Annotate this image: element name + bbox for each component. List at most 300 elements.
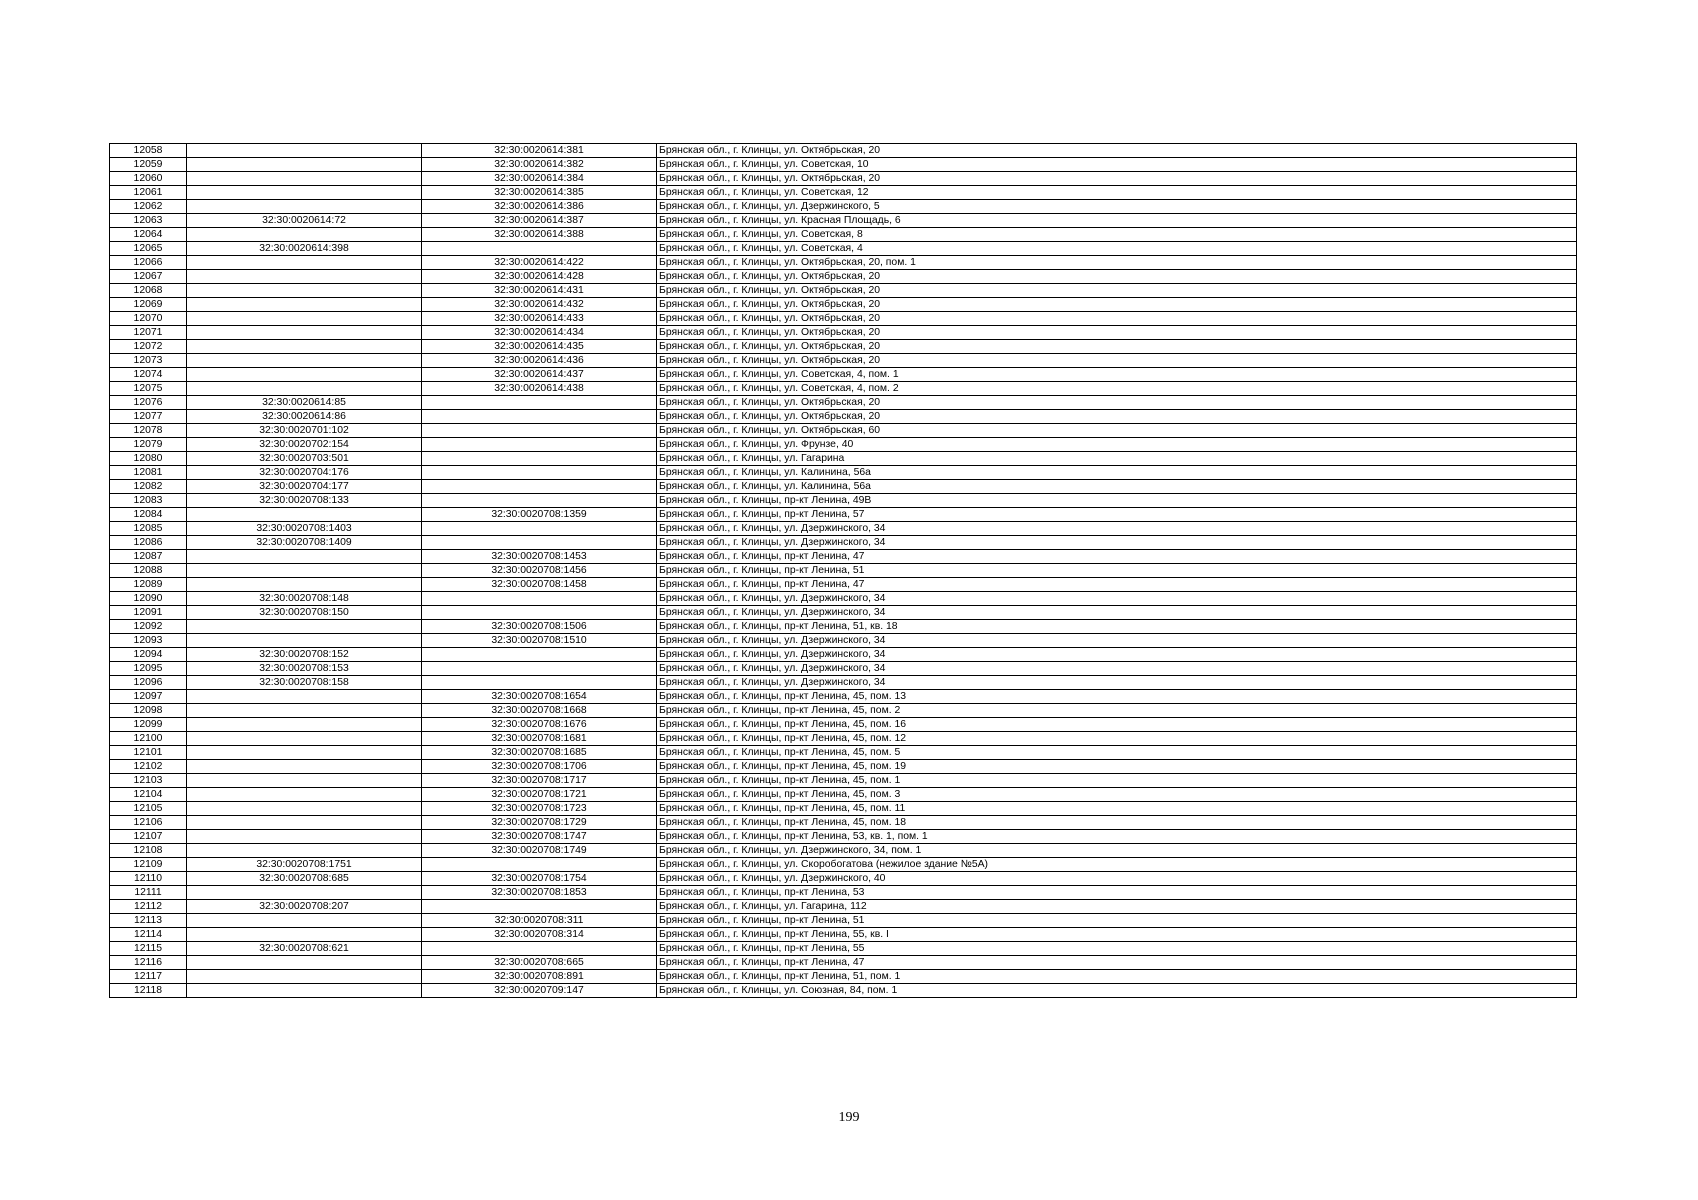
table-row xyxy=(110,592,1577,606)
row-number-cell: 12110 xyxy=(110,872,187,886)
cadastral-number-cell: 32:30:0020614:438 xyxy=(422,382,657,396)
parent-cadastral-cell: 32:30:0020708:150 xyxy=(187,606,422,620)
row-number-cell: 12108 xyxy=(110,844,187,858)
parent-cadastral-cell xyxy=(187,914,422,928)
table-row xyxy=(110,200,1577,214)
parent-cadastral-cell xyxy=(187,690,422,704)
row-number-cell: 12088 xyxy=(110,564,187,578)
cadastral-number-cell: 32:30:0020708:1456 xyxy=(422,564,657,578)
cadastral-number-cell: 32:30:0020614:382 xyxy=(422,158,657,172)
row-number-cell: 12064 xyxy=(110,228,187,242)
row-number-cell: 12072 xyxy=(110,340,187,354)
cadastral-number-cell: 32:30:0020708:1676 xyxy=(422,718,657,732)
parent-cadastral-cell xyxy=(187,746,422,760)
table-row xyxy=(110,326,1577,340)
cadastral-number-cell xyxy=(422,466,657,480)
parent-cadastral-cell xyxy=(187,732,422,746)
table-row xyxy=(110,214,1577,228)
cadastral-number-cell: 32:30:0020708:1654 xyxy=(422,690,657,704)
row-number-cell: 12080 xyxy=(110,452,187,466)
table-row xyxy=(110,242,1577,256)
row-number-cell: 12106 xyxy=(110,816,187,830)
table-row xyxy=(110,494,1577,508)
parent-cadastral-cell xyxy=(187,956,422,970)
address-cell: Брянская обл., г. Клинцы, ул. Советская, 4, пом. 1 xyxy=(657,368,1577,382)
address-cell: Брянская обл., г. Клинцы, пр-кт Ленина, 47 xyxy=(657,578,1577,592)
cadastral-number-cell: 32:30:0020708:665 xyxy=(422,956,657,970)
table-row xyxy=(110,564,1577,578)
parent-cadastral-cell: 32:30:0020704:177 xyxy=(187,480,422,494)
parent-cadastral-cell xyxy=(187,788,422,802)
cadastral-number-cell xyxy=(422,452,657,466)
row-number-cell: 12107 xyxy=(110,830,187,844)
row-number-cell: 12066 xyxy=(110,256,187,270)
row-number-cell: 12098 xyxy=(110,704,187,718)
parent-cadastral-cell xyxy=(187,368,422,382)
cadastral-number-cell: 32:30:0020708:1721 xyxy=(422,788,657,802)
address-cell: Брянская обл., г. Клинцы, пр-кт Ленина, 55 xyxy=(657,942,1577,956)
table-row xyxy=(110,900,1577,914)
cadastral-number-cell: 32:30:0020708:1510 xyxy=(422,634,657,648)
parent-cadastral-cell: 32:30:0020614:72 xyxy=(187,214,422,228)
cadastral-number-cell: 32:30:0020614:381 xyxy=(422,144,657,158)
row-number-cell: 12059 xyxy=(110,158,187,172)
parent-cadastral-cell: 32:30:0020708:207 xyxy=(187,900,422,914)
row-number-cell: 12076 xyxy=(110,396,187,410)
parent-cadastral-cell xyxy=(187,578,422,592)
cadastral-number-cell: 32:30:0020614:384 xyxy=(422,172,657,186)
parent-cadastral-cell: 32:30:0020708:152 xyxy=(187,648,422,662)
table-row xyxy=(110,774,1577,788)
table-row xyxy=(110,550,1577,564)
table-row xyxy=(110,480,1577,494)
row-number-cell: 12085 xyxy=(110,522,187,536)
row-number-cell: 12116 xyxy=(110,956,187,970)
table-row xyxy=(110,732,1577,746)
row-number-cell: 12095 xyxy=(110,662,187,676)
parent-cadastral-cell: 32:30:0020708:153 xyxy=(187,662,422,676)
cadastral-number-cell: 32:30:0020708:891 xyxy=(422,970,657,984)
table-row xyxy=(110,802,1577,816)
address-cell: Брянская обл., г. Клинцы, пр-кт Ленина, 53 xyxy=(657,886,1577,900)
row-number-cell: 12061 xyxy=(110,186,187,200)
address-cell: Брянская обл., г. Клинцы, ул. Союзная, 84, пом. 1 xyxy=(657,984,1577,998)
parent-cadastral-cell: 32:30:0020708:1409 xyxy=(187,536,422,550)
registry-table xyxy=(109,143,1577,998)
table-row xyxy=(110,956,1577,970)
cadastral-number-cell: 32:30:0020708:311 xyxy=(422,914,657,928)
row-number-cell: 12065 xyxy=(110,242,187,256)
cadastral-number-cell: 32:30:0020708:1458 xyxy=(422,578,657,592)
table-row xyxy=(110,914,1577,928)
parent-cadastral-cell xyxy=(187,620,422,634)
row-number-cell: 12073 xyxy=(110,354,187,368)
table-row xyxy=(110,662,1577,676)
table-row xyxy=(110,522,1577,536)
table-row xyxy=(110,886,1577,900)
cadastral-number-cell xyxy=(422,438,657,452)
address-cell: Брянская обл., г. Клинцы, ул. Дзержинского, 34 xyxy=(657,662,1577,676)
cadastral-number-cell: 32:30:0020708:1754 xyxy=(422,872,657,886)
address-cell: Брянская обл., г. Клинцы, ул. Октябрьская, 20 xyxy=(657,340,1577,354)
parent-cadastral-cell xyxy=(187,270,422,284)
table-row xyxy=(110,158,1577,172)
cadastral-number-cell: 32:30:0020709:147 xyxy=(422,984,657,998)
row-number-cell: 12069 xyxy=(110,298,187,312)
cadastral-number-cell: 32:30:0020708:314 xyxy=(422,928,657,942)
row-number-cell: 12100 xyxy=(110,732,187,746)
row-number-cell: 12063 xyxy=(110,214,187,228)
page-number: 199 xyxy=(838,1110,860,1125)
table-row xyxy=(110,788,1577,802)
address-cell: Брянская обл., г. Клинцы, ул. Калинина, 56а xyxy=(657,466,1577,480)
cadastral-number-cell xyxy=(422,900,657,914)
parent-cadastral-cell xyxy=(187,298,422,312)
parent-cadastral-cell: 32:30:0020708:1403 xyxy=(187,522,422,536)
address-cell: Брянская обл., г. Клинцы, пр-кт Ленина, 45, пом. 3 xyxy=(657,788,1577,802)
address-cell: Брянская обл., г. Клинцы, ул. Октябрьская, 20 xyxy=(657,354,1577,368)
row-number-cell: 12074 xyxy=(110,368,187,382)
row-number-cell: 12112 xyxy=(110,900,187,914)
table-row xyxy=(110,284,1577,298)
cadastral-number-cell: 32:30:0020614:386 xyxy=(422,200,657,214)
cadastral-number-cell: 32:30:0020614:437 xyxy=(422,368,657,382)
parent-cadastral-cell xyxy=(187,186,422,200)
table-row xyxy=(110,928,1577,942)
table-row xyxy=(110,382,1577,396)
parent-cadastral-cell: 32:30:0020708:158 xyxy=(187,676,422,690)
address-cell: Брянская обл., г. Клинцы, пр-кт Ленина, 45, пом. 11 xyxy=(657,802,1577,816)
address-cell: Брянская обл., г. Клинцы, ул. Дзержинского, 34, пом. 1 xyxy=(657,844,1577,858)
address-cell: Брянская обл., г. Клинцы, ул. Дзержинского, 40 xyxy=(657,872,1577,886)
address-cell: Брянская обл., г. Клинцы, ул. Октябрьская, 20 xyxy=(657,270,1577,284)
address-cell: Брянская обл., г. Клинцы, ул. Гагарина, 112 xyxy=(657,900,1577,914)
parent-cadastral-cell xyxy=(187,774,422,788)
address-cell: Брянская обл., г. Клинцы, пр-кт Ленина, 45, пом. 12 xyxy=(657,732,1577,746)
parent-cadastral-cell xyxy=(187,928,422,942)
address-cell: Брянская обл., г. Клинцы, пр-кт Ленина, 57 xyxy=(657,508,1577,522)
table-row xyxy=(110,704,1577,718)
cadastral-number-cell: 32:30:0020708:1717 xyxy=(422,774,657,788)
table-row xyxy=(110,760,1577,774)
cadastral-number-cell xyxy=(422,662,657,676)
table-row xyxy=(110,298,1577,312)
table-row xyxy=(110,620,1577,634)
row-number-cell: 12084 xyxy=(110,508,187,522)
row-number-cell: 12093 xyxy=(110,634,187,648)
cadastral-number-cell xyxy=(422,858,657,872)
table-row xyxy=(110,270,1577,284)
table-row xyxy=(110,144,1577,158)
address-cell: Брянская обл., г. Клинцы, пр-кт Ленина, 51, кв. 18 xyxy=(657,620,1577,634)
cadastral-number-cell xyxy=(422,942,657,956)
cadastral-number-cell: 32:30:0020614:435 xyxy=(422,340,657,354)
cadastral-number-cell xyxy=(422,494,657,508)
row-number-cell: 12099 xyxy=(110,718,187,732)
address-cell: Брянская обл., г. Клинцы, ул. Дзержинского, 34 xyxy=(657,634,1577,648)
parent-cadastral-cell xyxy=(187,340,422,354)
parent-cadastral-cell xyxy=(187,256,422,270)
parent-cadastral-cell xyxy=(187,228,422,242)
row-number-cell: 12109 xyxy=(110,858,187,872)
table-row xyxy=(110,256,1577,270)
row-number-cell: 12083 xyxy=(110,494,187,508)
parent-cadastral-cell: 32:30:0020704:176 xyxy=(187,466,422,480)
row-number-cell: 12104 xyxy=(110,788,187,802)
parent-cadastral-cell xyxy=(187,844,422,858)
address-cell: Брянская обл., г. Клинцы, ул. Октябрьская, 20 xyxy=(657,312,1577,326)
address-cell: Брянская обл., г. Клинцы, пр-кт Ленина, 47 xyxy=(657,956,1577,970)
row-number-cell: 12101 xyxy=(110,746,187,760)
address-cell: Брянская обл., г. Клинцы, ул. Октябрьская, 20 xyxy=(657,284,1577,298)
address-cell: Брянская обл., г. Клинцы, ул. Скоробогатова (нежилое здание №5А) xyxy=(657,858,1577,872)
parent-cadastral-cell: 32:30:0020708:621 xyxy=(187,942,422,956)
table-row xyxy=(110,970,1577,984)
parent-cadastral-cell xyxy=(187,550,422,564)
cadastral-number-cell: 32:30:0020708:1749 xyxy=(422,844,657,858)
row-number-cell: 12118 xyxy=(110,984,187,998)
address-cell: Брянская обл., г. Клинцы, ул. Дзержинского, 34 xyxy=(657,522,1577,536)
table-row xyxy=(110,438,1577,452)
address-cell: Брянская обл., г. Клинцы, пр-кт Ленина, 51 xyxy=(657,564,1577,578)
parent-cadastral-cell xyxy=(187,172,422,186)
address-cell: Брянская обл., г. Клинцы, ул. Дзержинского, 5 xyxy=(657,200,1577,214)
cadastral-number-cell: 32:30:0020614:385 xyxy=(422,186,657,200)
table-row xyxy=(110,508,1577,522)
table-row xyxy=(110,354,1577,368)
address-cell: Брянская обл., г. Клинцы, ул. Советская, 10 xyxy=(657,158,1577,172)
cadastral-number-cell: 32:30:0020614:388 xyxy=(422,228,657,242)
table-row xyxy=(110,368,1577,382)
cadastral-number-cell: 32:30:0020708:1668 xyxy=(422,704,657,718)
address-cell: Брянская обл., г. Клинцы, ул. Дзержинского, 34 xyxy=(657,592,1577,606)
parent-cadastral-cell xyxy=(187,326,422,340)
row-number-cell: 12090 xyxy=(110,592,187,606)
cadastral-number-cell: 32:30:0020708:1685 xyxy=(422,746,657,760)
row-number-cell: 12075 xyxy=(110,382,187,396)
table-row xyxy=(110,396,1577,410)
cadastral-number-cell: 32:30:0020708:1747 xyxy=(422,830,657,844)
row-number-cell: 12094 xyxy=(110,648,187,662)
row-number-cell: 12078 xyxy=(110,424,187,438)
cadastral-number-cell: 32:30:0020614:387 xyxy=(422,214,657,228)
cadastral-number-cell: 32:30:0020614:422 xyxy=(422,256,657,270)
table-row xyxy=(110,648,1577,662)
parent-cadastral-cell xyxy=(187,886,422,900)
parent-cadastral-cell xyxy=(187,718,422,732)
cadastral-number-cell xyxy=(422,536,657,550)
parent-cadastral-cell: 32:30:0020708:133 xyxy=(187,494,422,508)
table-row xyxy=(110,984,1577,998)
cadastral-number-cell: 32:30:0020708:1729 xyxy=(422,816,657,830)
row-number-cell: 12113 xyxy=(110,914,187,928)
parent-cadastral-cell: 32:30:0020614:85 xyxy=(187,396,422,410)
parent-cadastral-cell xyxy=(187,704,422,718)
row-number-cell: 12058 xyxy=(110,144,187,158)
parent-cadastral-cell xyxy=(187,970,422,984)
cadastral-number-cell xyxy=(422,410,657,424)
address-cell: Брянская обл., г. Клинцы, пр-кт Ленина, 45, пом. 2 xyxy=(657,704,1577,718)
parent-cadastral-cell xyxy=(187,354,422,368)
row-number-cell: 12086 xyxy=(110,536,187,550)
address-cell: Брянская обл., г. Клинцы, пр-кт Ленина, 45, пом. 18 xyxy=(657,816,1577,830)
cadastral-number-cell: 32:30:0020614:436 xyxy=(422,354,657,368)
cadastral-number-cell: 32:30:0020708:1359 xyxy=(422,508,657,522)
parent-cadastral-cell xyxy=(187,816,422,830)
address-cell: Брянская обл., г. Клинцы, ул. Дзержинского, 34 xyxy=(657,676,1577,690)
cadastral-number-cell: 32:30:0020614:434 xyxy=(422,326,657,340)
table-row xyxy=(110,816,1577,830)
parent-cadastral-cell xyxy=(187,760,422,774)
cadastral-number-cell: 32:30:0020708:1453 xyxy=(422,550,657,564)
cadastral-number-cell: 32:30:0020708:1706 xyxy=(422,760,657,774)
address-cell: Брянская обл., г. Клинцы, ул. Октябрьская, 20, пом. 1 xyxy=(657,256,1577,270)
address-cell: Брянская обл., г. Клинцы, пр-кт Ленина, 45, пом. 13 xyxy=(657,690,1577,704)
table-row xyxy=(110,858,1577,872)
address-cell: Брянская обл., г. Клинцы, ул. Октябрьская, 20 xyxy=(657,298,1577,312)
cadastral-number-cell xyxy=(422,648,657,662)
table-row xyxy=(110,872,1577,886)
row-number-cell: 12087 xyxy=(110,550,187,564)
parent-cadastral-cell xyxy=(187,158,422,172)
address-cell: Брянская обл., г. Клинцы, ул. Советская, 4, пом. 2 xyxy=(657,382,1577,396)
registry-table-body xyxy=(110,144,1577,998)
table-row xyxy=(110,578,1577,592)
address-cell: Брянская обл., г. Клинцы, ул. Октябрьская, 20 xyxy=(657,396,1577,410)
row-number-cell: 12096 xyxy=(110,676,187,690)
address-cell: Брянская обл., г. Клинцы, пр-кт Ленина, 53, кв. 1, пом. 1 xyxy=(657,830,1577,844)
parent-cadastral-cell: 32:30:0020708:1751 xyxy=(187,858,422,872)
address-cell: Брянская обл., г. Клинцы, ул. Октябрьская, 20 xyxy=(657,326,1577,340)
row-number-cell: 12081 xyxy=(110,466,187,480)
table-row xyxy=(110,634,1577,648)
row-number-cell: 12082 xyxy=(110,480,187,494)
row-number-cell: 12091 xyxy=(110,606,187,620)
row-number-cell: 12092 xyxy=(110,620,187,634)
parent-cadastral-cell xyxy=(187,984,422,998)
table-row xyxy=(110,942,1577,956)
address-cell: Брянская обл., г. Клинцы, ул. Октябрьская, 20 xyxy=(657,144,1577,158)
cadastral-number-cell: 32:30:0020614:432 xyxy=(422,298,657,312)
row-number-cell: 12068 xyxy=(110,284,187,298)
table-row xyxy=(110,424,1577,438)
address-cell: Брянская обл., г. Клинцы, пр-кт Ленина, 45, пом. 5 xyxy=(657,746,1577,760)
row-number-cell: 12105 xyxy=(110,802,187,816)
row-number-cell: 12067 xyxy=(110,270,187,284)
parent-cadastral-cell: 32:30:0020703:501 xyxy=(187,452,422,466)
row-number-cell: 12060 xyxy=(110,172,187,186)
parent-cadastral-cell: 32:30:0020614:398 xyxy=(187,242,422,256)
cadastral-number-cell: 32:30:0020614:431 xyxy=(422,284,657,298)
parent-cadastral-cell: 32:30:0020708:685 xyxy=(187,872,422,886)
row-number-cell: 12103 xyxy=(110,774,187,788)
row-number-cell: 12062 xyxy=(110,200,187,214)
address-cell: Брянская обл., г. Клинцы, пр-кт Ленина, 51 xyxy=(657,914,1577,928)
cadastral-number-cell xyxy=(422,522,657,536)
parent-cadastral-cell xyxy=(187,312,422,326)
table-row xyxy=(110,718,1577,732)
table-row xyxy=(110,844,1577,858)
address-cell: Брянская обл., г. Клинцы, ул. Октябрьская, 20 xyxy=(657,410,1577,424)
row-number-cell: 12070 xyxy=(110,312,187,326)
address-cell: Брянская обл., г. Клинцы, ул. Советская, 8 xyxy=(657,228,1577,242)
address-cell: Брянская обл., г. Клинцы, пр-кт Ленина, 49В xyxy=(657,494,1577,508)
parent-cadastral-cell: 32:30:0020708:148 xyxy=(187,592,422,606)
parent-cadastral-cell xyxy=(187,830,422,844)
table-row xyxy=(110,228,1577,242)
table-row xyxy=(110,606,1577,620)
table-row xyxy=(110,340,1577,354)
table-row xyxy=(110,410,1577,424)
cadastral-number-cell: 32:30:0020614:433 xyxy=(422,312,657,326)
parent-cadastral-cell xyxy=(187,802,422,816)
table-row xyxy=(110,690,1577,704)
parent-cadastral-cell xyxy=(187,144,422,158)
address-cell: Брянская обл., г. Клинцы, ул. Фрунзе, 40 xyxy=(657,438,1577,452)
address-cell: Брянская обл., г. Клинцы, ул. Дзержинского, 34 xyxy=(657,606,1577,620)
address-cell: Брянская обл., г. Клинцы, ул. Гагарина xyxy=(657,452,1577,466)
address-cell: Брянская обл., г. Клинцы, ул. Советская, 4 xyxy=(657,242,1577,256)
cadastral-number-cell: 32:30:0020708:1681 xyxy=(422,732,657,746)
row-number-cell: 12117 xyxy=(110,970,187,984)
parent-cadastral-cell xyxy=(187,564,422,578)
parent-cadastral-cell: 32:30:0020702:154 xyxy=(187,438,422,452)
address-cell: Брянская обл., г. Клинцы, пр-кт Ленина, 45, пом. 16 xyxy=(657,718,1577,732)
cadastral-number-cell: 32:30:0020708:1723 xyxy=(422,802,657,816)
cadastral-number-cell: 32:30:0020708:1853 xyxy=(422,886,657,900)
address-cell: Брянская обл., г. Клинцы, пр-кт Ленина, 47 xyxy=(657,550,1577,564)
address-cell: Брянская обл., г. Клинцы, ул. Калинина, 56а xyxy=(657,480,1577,494)
table-row xyxy=(110,466,1577,480)
row-number-cell: 12114 xyxy=(110,928,187,942)
address-cell: Брянская обл., г. Клинцы, пр-кт Ленина, 51, пом. 1 xyxy=(657,970,1577,984)
row-number-cell: 12077 xyxy=(110,410,187,424)
parent-cadastral-cell xyxy=(187,508,422,522)
parent-cadastral-cell xyxy=(187,284,422,298)
address-cell: Брянская обл., г. Клинцы, ул. Октябрьская, 60 xyxy=(657,424,1577,438)
table-row xyxy=(110,312,1577,326)
cadastral-number-cell xyxy=(422,606,657,620)
table-row xyxy=(110,676,1577,690)
address-cell: Брянская обл., г. Клинцы, ул. Дзержинского, 34 xyxy=(657,648,1577,662)
parent-cadastral-cell: 32:30:0020614:86 xyxy=(187,410,422,424)
parent-cadastral-cell xyxy=(187,200,422,214)
table-row xyxy=(110,452,1577,466)
cadastral-number-cell xyxy=(422,424,657,438)
address-cell: Брянская обл., г. Клинцы, пр-кт Ленина, 45, пом. 1 xyxy=(657,774,1577,788)
parent-cadastral-cell xyxy=(187,634,422,648)
address-cell: Брянская обл., г. Клинцы, ул. Дзержинского, 34 xyxy=(657,536,1577,550)
address-cell: Брянская обл., г. Клинцы, ул. Октябрьская, 20 xyxy=(657,172,1577,186)
cadastral-number-cell xyxy=(422,242,657,256)
row-number-cell: 12079 xyxy=(110,438,187,452)
table-row xyxy=(110,172,1577,186)
row-number-cell: 12111 xyxy=(110,886,187,900)
table-row xyxy=(110,746,1577,760)
address-cell: Брянская обл., г. Клинцы, ул. Красная Площадь, 6 xyxy=(657,214,1577,228)
cadastral-number-cell xyxy=(422,480,657,494)
row-number-cell: 12102 xyxy=(110,760,187,774)
table-row xyxy=(110,536,1577,550)
cadastral-number-cell: 32:30:0020614:428 xyxy=(422,270,657,284)
row-number-cell: 12089 xyxy=(110,578,187,592)
row-number-cell: 12071 xyxy=(110,326,187,340)
parent-cadastral-cell: 32:30:0020701:102 xyxy=(187,424,422,438)
address-cell: Брянская обл., г. Клинцы, ул. Советская, 12 xyxy=(657,186,1577,200)
address-cell: Брянская обл., г. Клинцы, пр-кт Ленина, 45, пом. 19 xyxy=(657,760,1577,774)
row-number-cell: 12097 xyxy=(110,690,187,704)
table-row xyxy=(110,830,1577,844)
